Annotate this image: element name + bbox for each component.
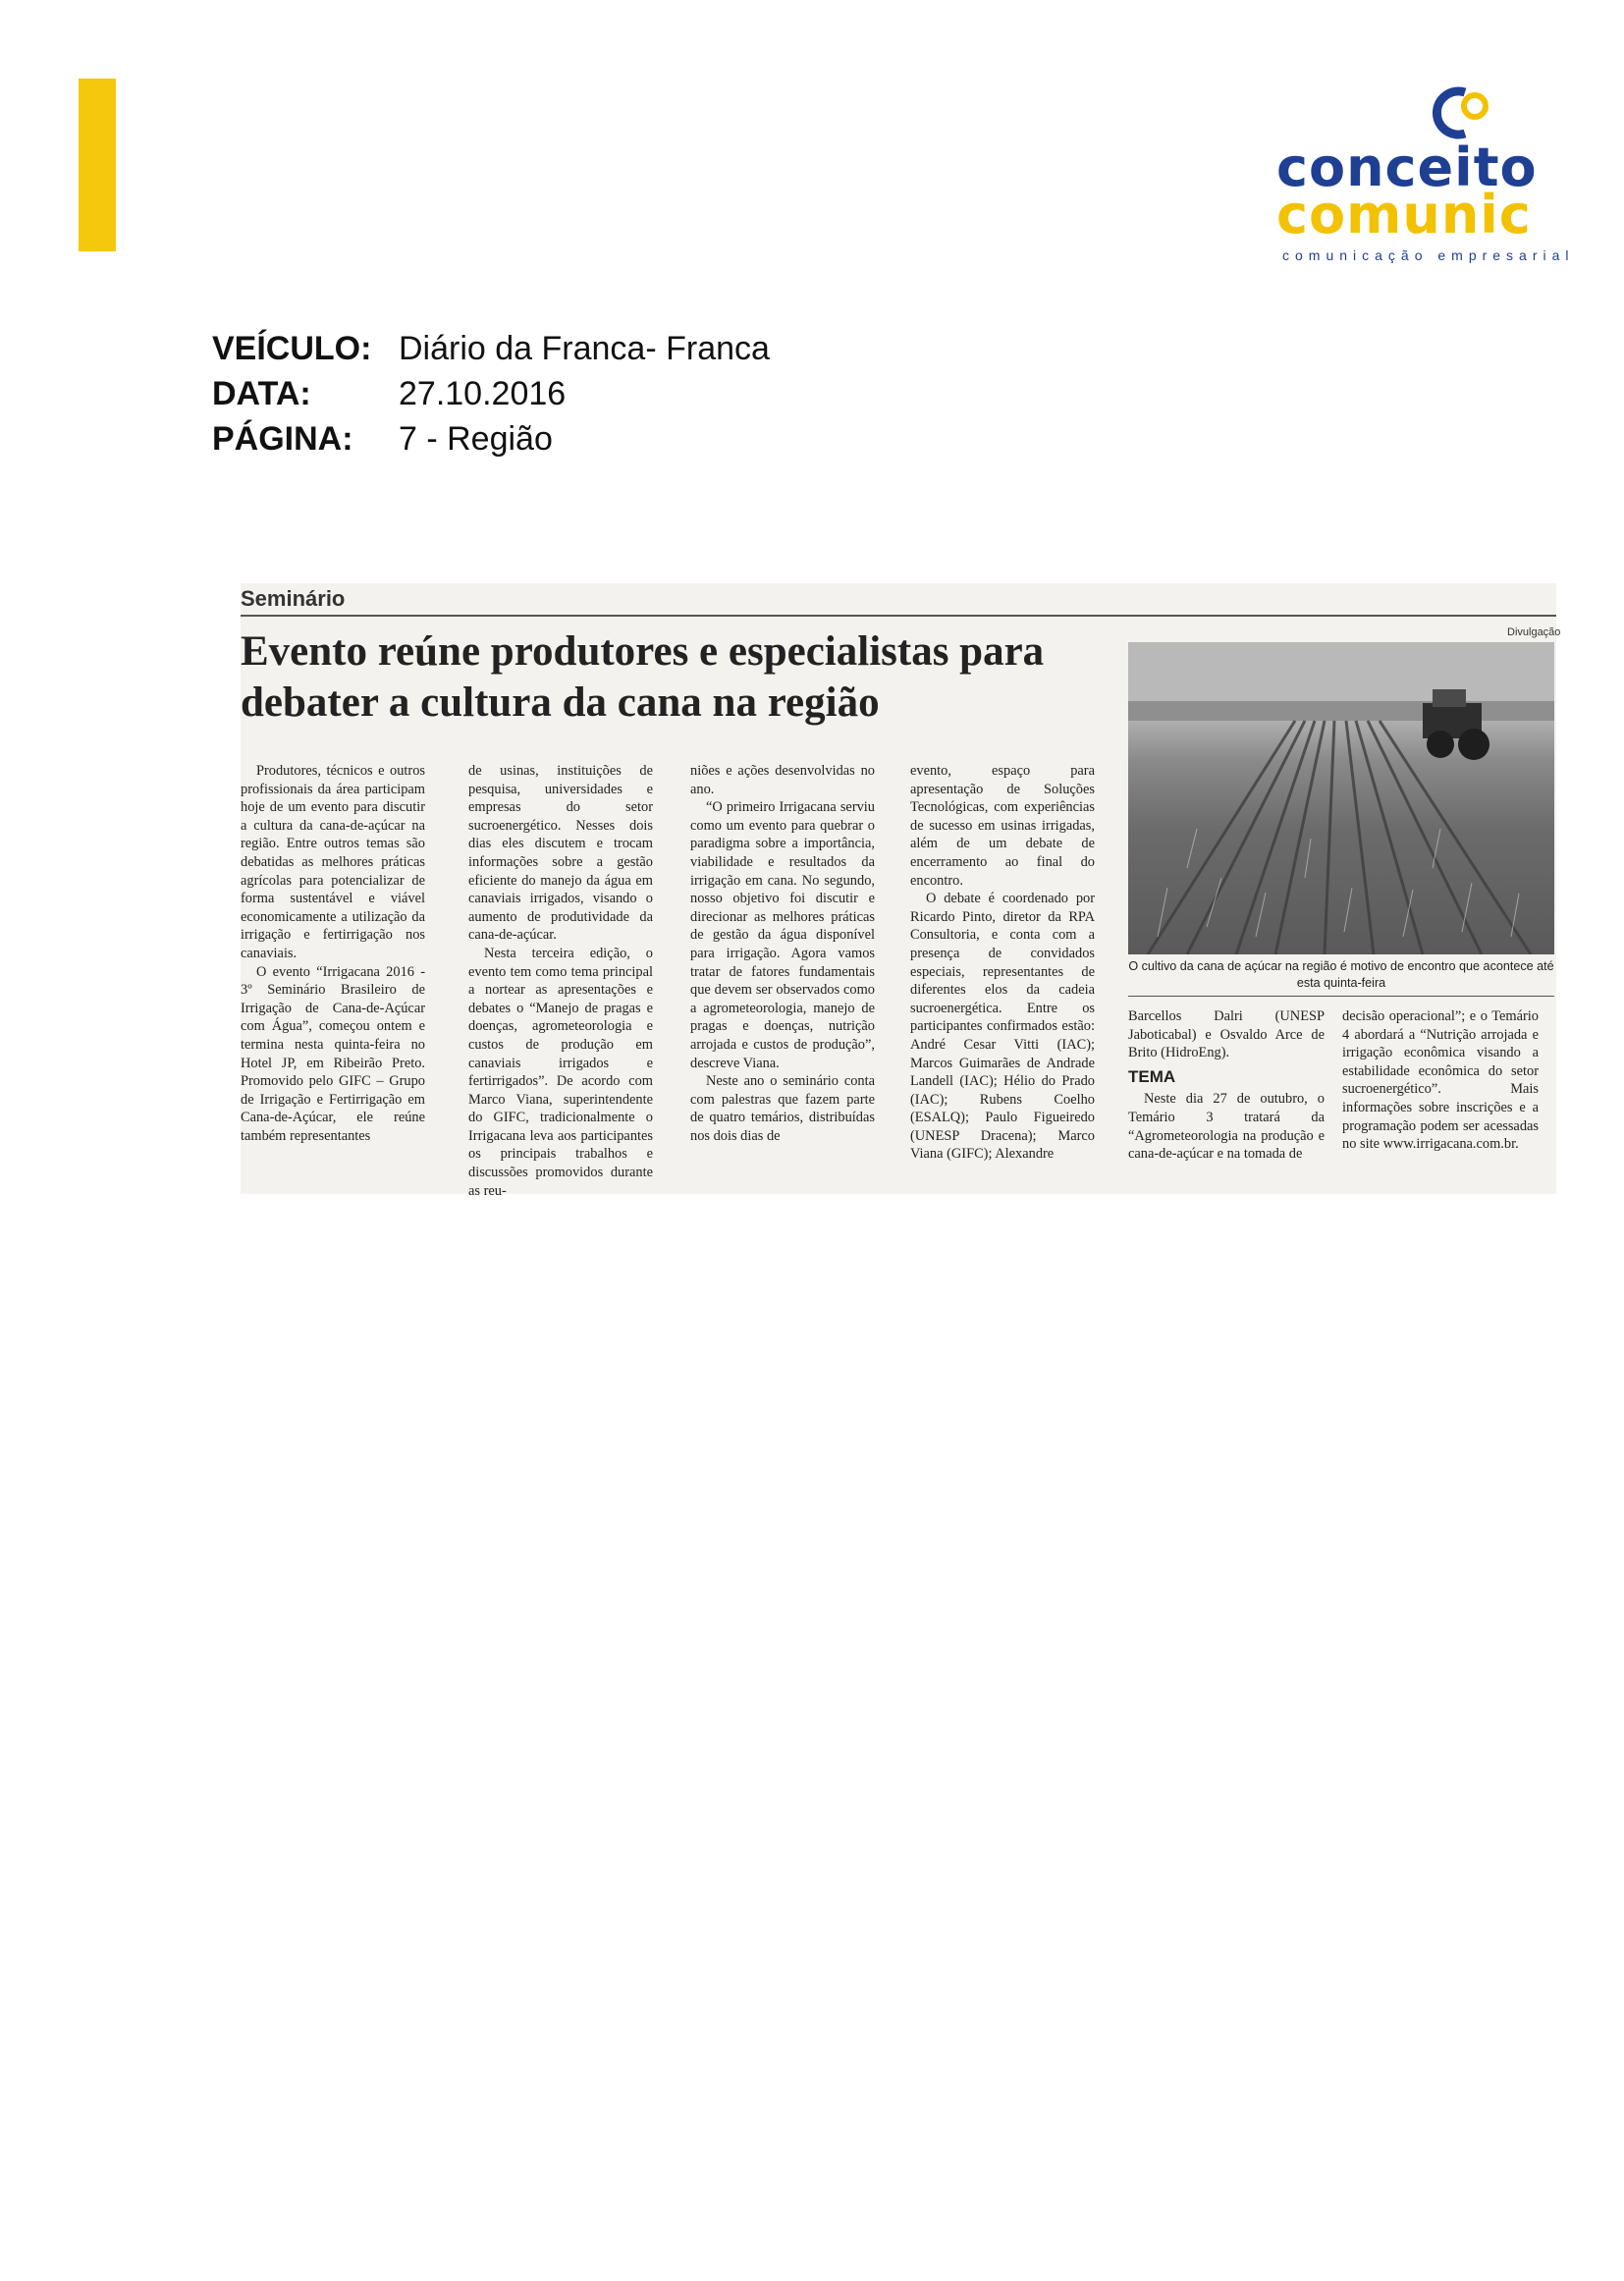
pagina-value: 7 - Região	[399, 420, 553, 458]
headline: Evento reúne produtores e especialistas para debater a cultura da cana na região	[241, 628, 1045, 726]
clipping-metadata	[212, 326, 770, 462]
accent-bar	[79, 79, 116, 251]
newspaper-clipping	[241, 583, 1561, 1199]
paragraph: O debate é coordenado por Ricardo Pinto, diretor da RPA Consultoria, e conta com a presença de convidados especiais, representantes de diferentes elos da cadeia sucroenergética. Entre os participantes confirmados estão: André Cesar Vitti (IAC); Marcos Guimarães de Andrade Landell (IAC); Hélio do Prado (IAC); Rubens Coelho (ESALQ); Paulo Figueiredo (UNESP Dracena); Marco Viana (GIFC); Alexandre	[910, 891, 1095, 1163]
article-column-6	[1342, 1007, 1539, 1154]
data-value: 27.10.2016	[399, 375, 567, 412]
article-column-4	[910, 762, 1095, 1164]
article-column-5	[1128, 1007, 1325, 1164]
article-column-3	[690, 762, 875, 1145]
paragraph: evento, espaço para apresentação de Soluções Tecnológicas, com experiências de sucesso em usinas irrigadas, além de um debate de encerramento ao final do encontro.	[910, 763, 1095, 889]
pagina-label: PÁGINA:	[212, 420, 353, 458]
veiculo-row	[212, 326, 770, 371]
data-row	[212, 371, 770, 416]
paragraph: Barcellos Dalri (UNESP Jaboticabal) e Osvaldo Arce de Brito (HidroEng).	[1128, 1008, 1325, 1061]
data-label: DATA:	[212, 375, 311, 412]
logo-word-comunic: comunic	[1276, 184, 1532, 245]
section-label: Seminário	[241, 586, 346, 611]
logo-word-conceito: conceito	[1276, 136, 1538, 198]
paragraph: de usinas, instituições de pesquisa, universidades e empresas do setor sucroenergético. Nesses dois dias eles discutem e trocam informações sobre a gestão eficiente do manejo da água em canaviais irrigados, visando o aumento de produtividade da cana-de-açúcar.	[468, 763, 653, 944]
paragraph: O evento “Irrigacana 2016 - 3º Seminário Brasileiro de Irrigação de Cana-de-Açúcar com Água”, começou ontem e termina nesta quinta-feira no Hotel JP, em Ribeirão Preto. Promovido pelo GIFC – Grupo de Irrigação e Fertirrigação em Cana-de-Açúcar, ele reúne também representantes	[241, 963, 425, 1144]
caption-rule	[1128, 996, 1554, 997]
logo-tagline: comunicação empresarial	[1282, 247, 1575, 263]
veiculo-value: Diário da Franca- Franca	[399, 330, 770, 367]
conceito-comunic-logo	[1276, 79, 1575, 263]
article-column-2	[468, 762, 653, 1200]
section-rule	[241, 615, 1556, 617]
paragraph: decisão operacional”; e o Temário 4 abordará a “Nutrição arrojada e irrigação econômica visando a estabilidade econômica do setor sucroenergético”. Mais informações sobre inscrições e a programação podem ser acessadas no site www.irrigacana.com.br.	[1342, 1008, 1539, 1153]
photo-credit: Divulgação	[1507, 626, 1561, 638]
sugarcane-field-photo	[1128, 642, 1554, 954]
paragraph: Neste dia 27 de outubro, o Temário 3 tratará da “Agrometeorologia na produção e cana-de-açúcar e na tomada de	[1128, 1091, 1325, 1163]
photo-caption: O cultivo da cana de açúcar na região é motivo de encontro que acontece até esta quinta-feira	[1128, 959, 1554, 990]
field-photo-illustration	[1128, 642, 1554, 954]
veiculo-label: VEÍCULO:	[212, 330, 372, 367]
paragraph: Nesta terceira edição, o evento tem como tema principal a nortear as apresentações e debates o “Manejo de pragas e doenças, agrometeorologia e custos de produção em canaviais irrigados e fertirrigados”. De acordo com Marco Viana, superintendente do GIFC, tradicionalmente o Irrigacana leva aos participantes os principais trabalhos e discussões promovidos durante as reu-	[468, 945, 653, 1199]
paragraph: niões e ações desenvolvidas no ano.	[690, 763, 875, 797]
article-column-1	[241, 762, 425, 1145]
subheading-tema: TEMA	[1128, 1066, 1176, 1086]
pagina-row	[212, 416, 770, 462]
paragraph: Neste ano o seminário conta com palestras que fazem parte de quatro temários, distribuídas nos dois dias de	[690, 1073, 875, 1144]
paragraph: “O primeiro Irrigacana serviu como um evento para quebrar o paradigma sobre a importância, viabilidade e resultados da irrigação em cana. No segundo, nosso objetivo foi discutir e direcionar as melhores práticas de gestão da água disponível para irrigação. Agora vamos tratar de fatores fundamentais que devem ser observados como a agrometeorologia, manejo de pragas e doenças, nutrição arrojada e custos de produção”, descreve Viana.	[690, 799, 875, 1071]
paragraph: Produtores, técnicos e outros profissionais da área participam hoje de um evento para discutir a cultura da cana-de-açúcar na região. Entre outros temas são debatidas as melhores práticas agrícolas para potencializar de forma sustentável e viável economicamente a utilização da irrigação e fertirrigação nos canaviais.	[241, 763, 425, 961]
